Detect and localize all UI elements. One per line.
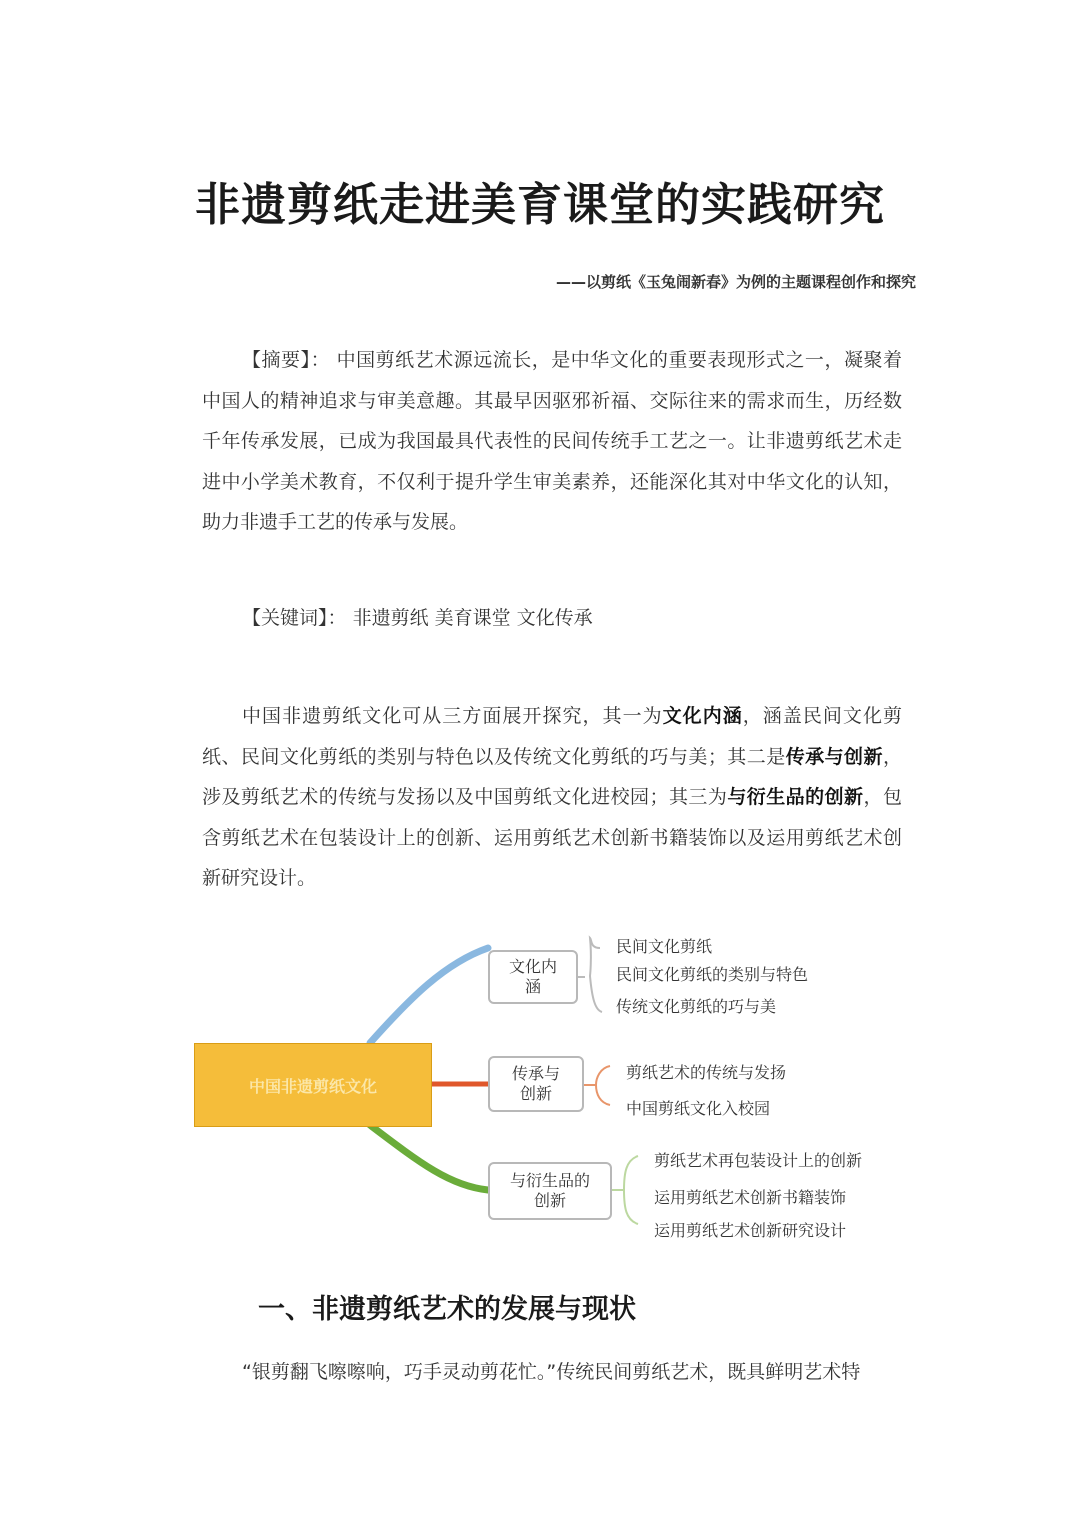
document-subtitle: ——以剪纸《玉兔闹新春》为例的主题课程创作和探究 (555, 273, 916, 291)
abstract-label: 【摘要】 (242, 349, 311, 371)
leaf-1-1: 民间文化剪纸 (616, 937, 713, 956)
leaf-bracket-3 (612, 1156, 638, 1224)
intro-text-1: 中国非遗剪纸文化可从三方面展开探究，其一为 (242, 705, 663, 727)
mind-map-diagram (190, 928, 910, 1250)
abstract-separator: ： (310, 349, 331, 371)
mind-map-root: 中国非遗剪纸文化 (194, 1043, 432, 1127)
leaf-1-3: 传统文化剪纸的巧与美 (616, 997, 777, 1016)
branch-connector-1 (370, 948, 488, 1043)
intro-text-4: ，包含剪纸艺术在包装设计上的创新、运用剪纸艺术创新书籍装饰以及运用剪纸艺术创新研究设计。 (202, 786, 902, 890)
keywords-label: 【关键词】 (242, 607, 328, 629)
intro-text-2: ，涵盖民间文化剪纸、民间文化剪纸的类别与特色以及传统文化剪纸的巧与美；其二是 (202, 705, 902, 768)
leaf-1-2: 民间文化剪纸的类别与特色 (616, 965, 809, 984)
branch-node-3-line-1: 与衍生品的 (509, 1171, 590, 1190)
branch-connector-3 (370, 1125, 488, 1190)
intro-bold-3: 与衍生品的创新 (727, 786, 864, 809)
leaf-3-2: 运用剪纸艺术创新书籍装饰 (654, 1188, 847, 1207)
leaf-3-1: 剪纸艺术再包装设计上的创新 (654, 1151, 863, 1170)
branch-node-1 (488, 950, 578, 1004)
branch-node-2-line-1: 传承与 (511, 1064, 560, 1083)
leaf-3-3: 运用剪纸艺术创新研究设计 (654, 1221, 847, 1240)
abstract-text: 中国剪纸艺术源远流长，是中华文化的重要表现形式之一，凝聚着中国人的精神追求与审美意趣。其最早因驱邪祈福、交际往来的需求而生，历经数千年传承发展，已成为我国最具代表性的民间传统手工艺之一。让非遗剪纸艺术走进中小学美术教育，不仅利于提升学生审美素养，还能深化其对中华文化的认知，助力非遗手工艺的传承与发展。 (202, 349, 902, 534)
body-text-line: “银剪翻飞嚓嚓响，巧手灵动剪花忙。”传统民间剪纸艺术，既具鲜明艺术特 (242, 1361, 861, 1383)
abstract-paragraph (202, 340, 902, 543)
document-title: 非遗剪纸走进美育课堂的实践研究 (194, 178, 885, 231)
leaf-2-1: 剪纸艺术的传统与发扬 (626, 1063, 787, 1082)
branch-node-3-line-2: 创新 (533, 1191, 566, 1210)
keywords-paragraph (202, 598, 902, 639)
section-heading-1: 一、非遗剪纸艺术的发展与现状 (258, 1294, 636, 1325)
leaf-bracket-2 (580, 1066, 610, 1105)
intro-paragraph (202, 696, 902, 899)
keywords-text: 非遗剪纸 美育课堂 文化传承 (352, 607, 593, 629)
branch-node-1-line-2: 涵 (524, 977, 541, 996)
branch-node-2 (488, 1056, 584, 1112)
branch-node-2-line-2: 创新 (519, 1084, 552, 1103)
branch-node-1-line-1: 文化内 (508, 957, 557, 976)
intro-bold-2: 传承与创新 (785, 745, 883, 768)
intro-text-3: ，涉及剪纸艺术的传统与发扬以及中国剪纸文化进校园；其三为 (202, 745, 902, 809)
leaf-2-2: 中国剪纸文化入校园 (626, 1099, 771, 1118)
intro-bold-1: 文化内涵 (662, 705, 743, 727)
leaf-bracket-1 (578, 938, 602, 1012)
keywords-separator: ： (327, 607, 347, 629)
branch-node-3 (488, 1162, 612, 1220)
